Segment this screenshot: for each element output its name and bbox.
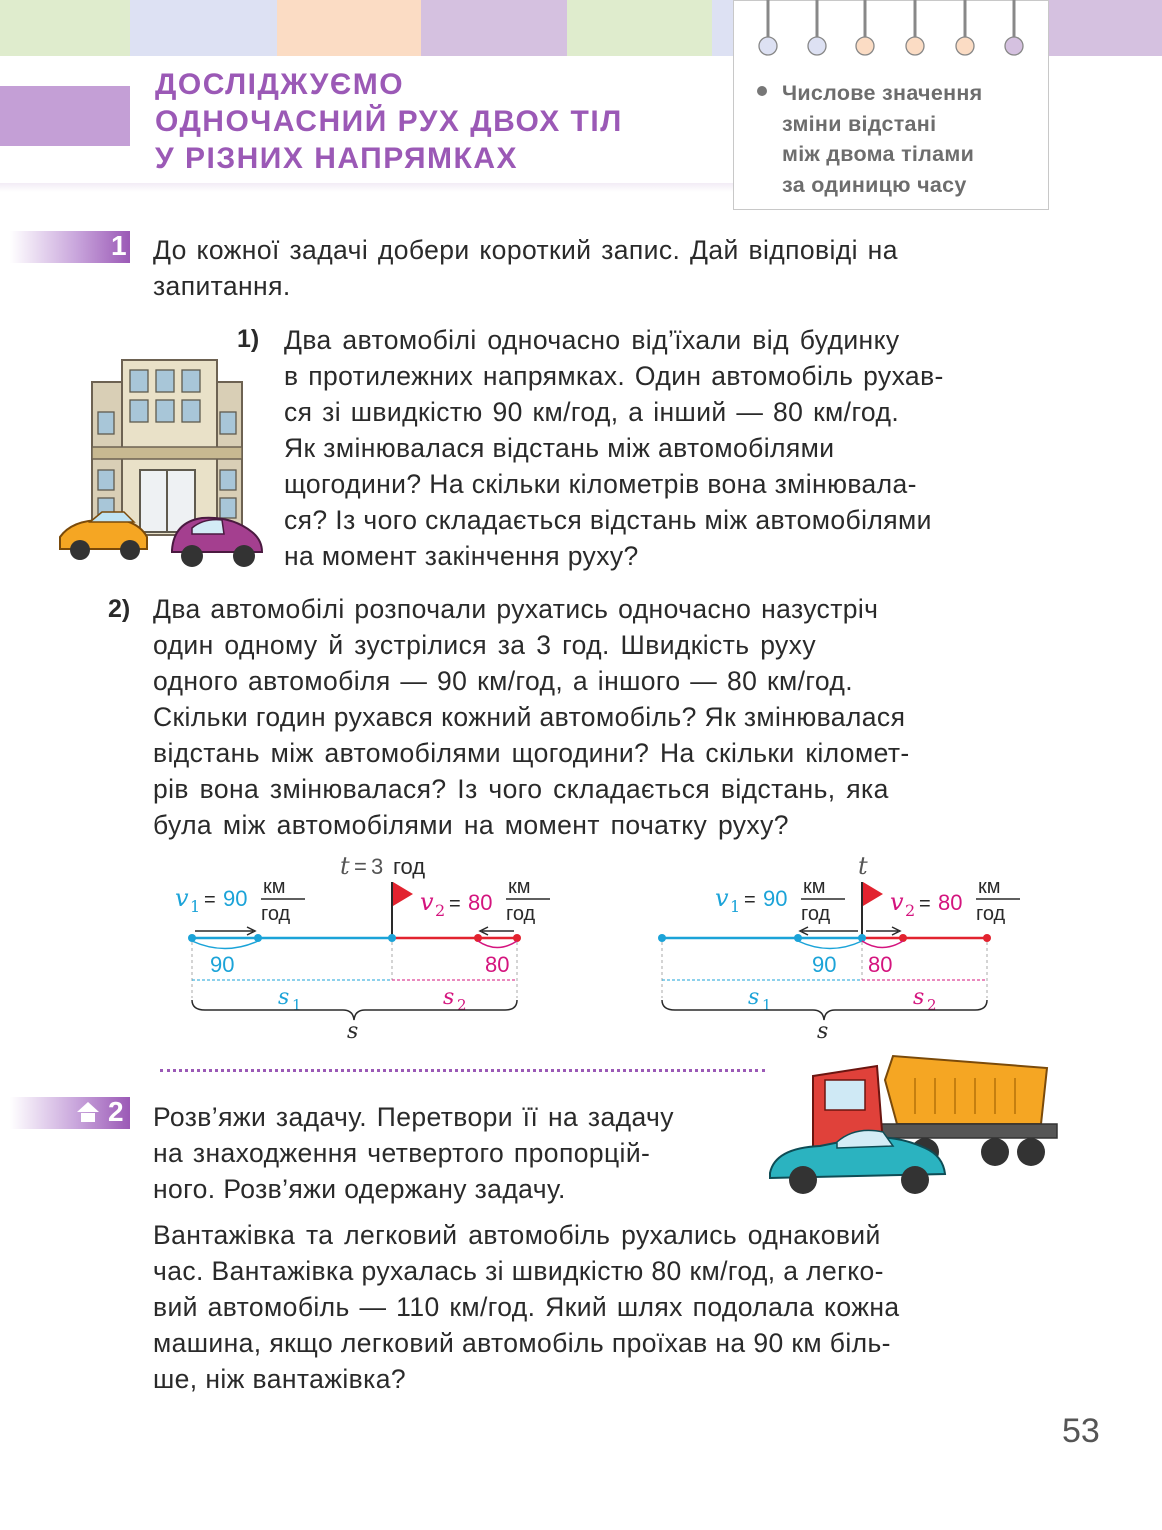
section-divider [160, 1069, 765, 1072]
header-stripe-blue [130, 0, 277, 56]
s-symbol: s [347, 1019, 359, 1044]
v2-unit-num: км [508, 876, 531, 898]
v1-unit-num: км [803, 876, 826, 898]
lesson-title [155, 66, 623, 177]
v2-subscript: 2 [435, 901, 446, 920]
time-eq: = [354, 854, 367, 879]
text-line: відстань між автомобілями щогодини? На скільки кіломет- [153, 738, 910, 768]
problem-2-text [153, 591, 910, 843]
s1-subscript: 1 [292, 996, 302, 1014]
text-line: Розв’яжи задачу. Перетвори її на задачу [153, 1102, 674, 1132]
v1-unit-den: год [261, 903, 291, 925]
v1-value: 90 [223, 886, 248, 911]
v2-value: 80 [468, 890, 493, 915]
text-line: щогодини? На скільки кілометрів вона змінювала- [284, 469, 917, 499]
header-rule [0, 183, 733, 192]
motion-diagram-right [640, 850, 1040, 1045]
note-line: зміни відстані [782, 111, 937, 136]
time-value: 3 [371, 854, 384, 879]
s2-subscript: 2 [927, 996, 937, 1014]
v1-symbol: v [715, 884, 729, 912]
v1-unit-den: год [801, 903, 831, 925]
v2-eq: = [449, 893, 461, 915]
title-accent-block [0, 86, 130, 146]
text-line: машина, якщо легковий автомобіль проїхав на 90 км біль- [153, 1328, 891, 1358]
text-line: Скільки годин рухався кожний автомобіль? Як змінювалася [153, 702, 906, 732]
task-2-number: 2 [108, 1096, 124, 1127]
v2-subscript: 2 [905, 901, 916, 920]
s1-symbol: s [748, 985, 760, 1010]
s1-subscript: 1 [762, 996, 772, 1014]
text-line: на момент закінчення руху? [284, 541, 639, 571]
lesson-title-line: ОДНОЧАСНИЙ РУХ ДВОХ ТІЛ [155, 105, 623, 138]
v1-eq: = [744, 889, 756, 911]
text-line: на знаходження четвертого пропорцій- [153, 1138, 651, 1168]
text-line: ше, ніж вантажівка? [153, 1364, 407, 1394]
task-2-intro [153, 1099, 674, 1207]
segment-90: 90 [210, 952, 235, 977]
time-label: t [340, 852, 350, 880]
text-line: ся? Із чого складається відстань між автомобілями [284, 505, 932, 535]
time-label: t [858, 852, 868, 880]
task-1-intro [153, 232, 898, 304]
header-stripe-peach [277, 0, 421, 56]
header-stripe-blue-2 [712, 0, 733, 56]
s-symbol: s [817, 1019, 829, 1044]
motion-diagram-left [165, 850, 565, 1045]
text-line: Два автомобілі розпочали рухатись одночасно назустріч [153, 594, 879, 624]
text-line: ся зі швидкістю 90 км/год, а інший — 80 км/год. [284, 397, 900, 427]
text-line: в протилежних напрямках. Один автомобіль рухав- [284, 361, 944, 391]
s1-symbol: s [278, 985, 290, 1010]
text-line: рів вона змінювалася? Із чого складається відстань, яка [153, 774, 889, 804]
v2-unit-den: год [506, 903, 536, 925]
v1-symbol: v [175, 884, 189, 912]
text-line: запитання. [153, 271, 291, 301]
text-line: одного автомобіля — 90 км/год, а іншого — 80 км/год. [153, 666, 854, 696]
task-1-number: 1 [111, 230, 127, 261]
text-line: Як змінювалася відстань між автомобілями [284, 433, 835, 463]
v1-unit-num: км [263, 876, 286, 898]
text-line: Вантажівка та легковий автомобіль рухались однаковий [153, 1220, 881, 1250]
v2-symbol: v [420, 888, 434, 916]
meeting-flag-icon [393, 882, 413, 906]
segment-80: 80 [485, 952, 510, 977]
text-line: ного. Розв’яжи одержану задачу. [153, 1174, 566, 1204]
header-stripe-green-2 [567, 0, 712, 56]
v2-unit-num: км [978, 876, 1001, 898]
problem-1-label: 1) [237, 325, 260, 353]
text-line: була між автомобілями на момент початку руху? [153, 810, 789, 840]
problem-2-label: 2) [108, 595, 131, 623]
v1-value: 90 [763, 886, 788, 911]
time-unit: год [393, 854, 426, 879]
v2-unit-den: год [976, 903, 1006, 925]
header-stripe-lilac [421, 0, 567, 56]
meeting-flag-icon [863, 882, 883, 906]
lesson-title-line: ДОСЛІДЖУЄМО [155, 68, 405, 101]
s2-subscript: 2 [457, 996, 467, 1014]
note-text [782, 78, 983, 200]
v2-eq: = [919, 893, 931, 915]
v2-value: 80 [938, 890, 963, 915]
page-number: 53 [1062, 1412, 1100, 1450]
v2-symbol: v [890, 888, 904, 916]
home-icon [75, 1099, 101, 1125]
lesson-title-line: У РІЗНИХ НАПРЯМКАХ [155, 142, 519, 175]
note-line: за одиницю часу [782, 172, 967, 197]
building-with-cars-illustration [52, 352, 267, 577]
problem-1-text [284, 322, 944, 574]
note-line: Числове значення [782, 81, 983, 105]
text-line: один одному й зустрілися за 3 год. Швидкість руху [153, 630, 816, 660]
header-stripe-lilac-2 [1049, 0, 1162, 56]
s2-symbol: s [913, 985, 925, 1010]
task-2-body [153, 1217, 900, 1397]
v1-eq: = [204, 889, 216, 911]
text-line: вий автомобіль — 110 км/год. Який шлях подолала кожна [153, 1292, 900, 1322]
text-line: час. Вантажівка рухалась зі швидкістю 80 км/год, а легко- [153, 1256, 884, 1286]
text-line: Два автомобілі одночасно від’їхали від будинку [284, 325, 900, 355]
segment-80: 80 [868, 952, 893, 977]
truck-and-car-illustration [765, 1048, 1065, 1206]
header-stripe-green [0, 0, 130, 56]
v1-subscript: 1 [190, 897, 201, 916]
text-line: До кожної задачі добери короткий запис. Дай відповіді на [153, 235, 898, 265]
note-bullet-icon [757, 86, 767, 96]
segment-90: 90 [812, 952, 837, 977]
v1-subscript: 1 [730, 897, 741, 916]
s2-symbol: s [443, 985, 455, 1010]
notebook-rings-icon [733, 0, 1049, 62]
note-line: між двома тілами [782, 142, 975, 166]
